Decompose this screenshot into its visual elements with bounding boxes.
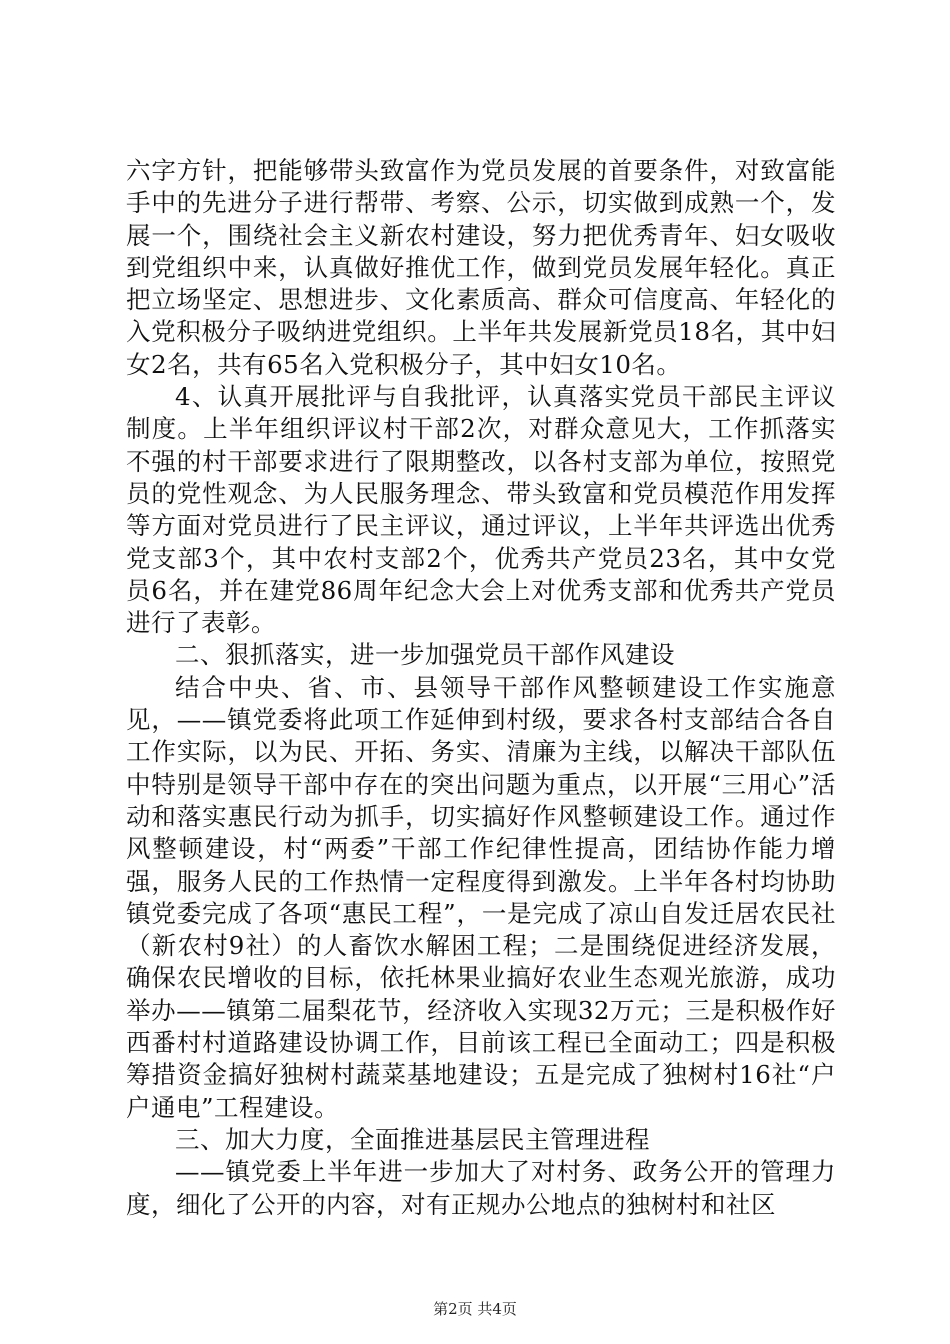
section-heading-2: 二、狠抓落实，进一步加强党员干部作风建设 — [175, 640, 675, 670]
section-heading-3: 三、加大力度，全面推进基层民主管理进程 — [175, 1124, 650, 1154]
paragraph-continuation: 六字方针，把能够带头致富作为党员发展的首要条件，对致富能手中的先进分子进行帮带、考察、公示，切实做到成熟一个，发展一个，围绕社会主义新农村建设，努力把优秀青年、妇女吸收到党组织中来，认真做好推优工作，做到党员发展年轻化。真正把立场坚定、思想进步、文化素质高、群众可信度高、年轻化的入党积极分子吸纳进党组织。上半年共发展新党员18名，其中妇女2名，共有65名入党积极分子，其中妇女10名。 — [126, 156, 836, 379]
page-footer: 第2页 共4页 — [433, 1300, 517, 1318]
paragraph-democracy: ——镇党委上半年进一步加大了对村务、政务公开的管理力度，细化了公开的内容，对有正规办公地点的独树村和社区 — [126, 1157, 836, 1219]
paragraph-item-4: 4、认真开展批评与自我批评，认真落实党员干部民主评议制度。上半年组织评议村干部2次，对群众意见大，工作抓落实不强的村干部要求进行了限期整改，以各村支部为单位，按照党员的党性观念、为人民服务理念、带头致富和党员模范作用发挥等方面对党员进行了民主评议，通过评议，上半年共评选出优秀党支部3个，其中农村支部2个，优秀共产党员23名，其中女党员6名，并在建党86周年纪念大会上对优秀支部和优秀共产党员进行了表彰。 — [126, 382, 836, 638]
document-body — [126, 155, 836, 1221]
paragraph-work-style: 结合中央、省、市、县领导干部作风整顿建设工作实施意见，——镇党委将此项工作延伸到村级，要求各村支部结合各自工作实际，以为民、开拓、务实、清廉为主线，以解决干部队伍中特别是领导干部中存在的突出问题为重点，以开展“三用心”活动和落实惠民行动为抓手，切实搞好作风整顿建设工作。通过作风整顿建设，村“两委”干部工作纪律性提高，团结协作能力增强，服务人民的工作热情一定程度得到激发。上半年各村均协助镇党委完成了各项“惠民工程”，一是完成了凉山自发迁居农民社（新农村9社）的人畜饮水解困工程；二是围绕促进经济发展，确保农民增收的目标，依托林果业搞好农业生态观光旅游，成功举办——镇第二届梨花节，经济收入实现32万元；三是积极作好西番村村道路建设协调工作，目前该工程已全面动工；四是积极筹措资金搞好独树村蔬菜基地建设；五是完成了独树村16社“户户通电”工程建设。 — [126, 672, 836, 1122]
